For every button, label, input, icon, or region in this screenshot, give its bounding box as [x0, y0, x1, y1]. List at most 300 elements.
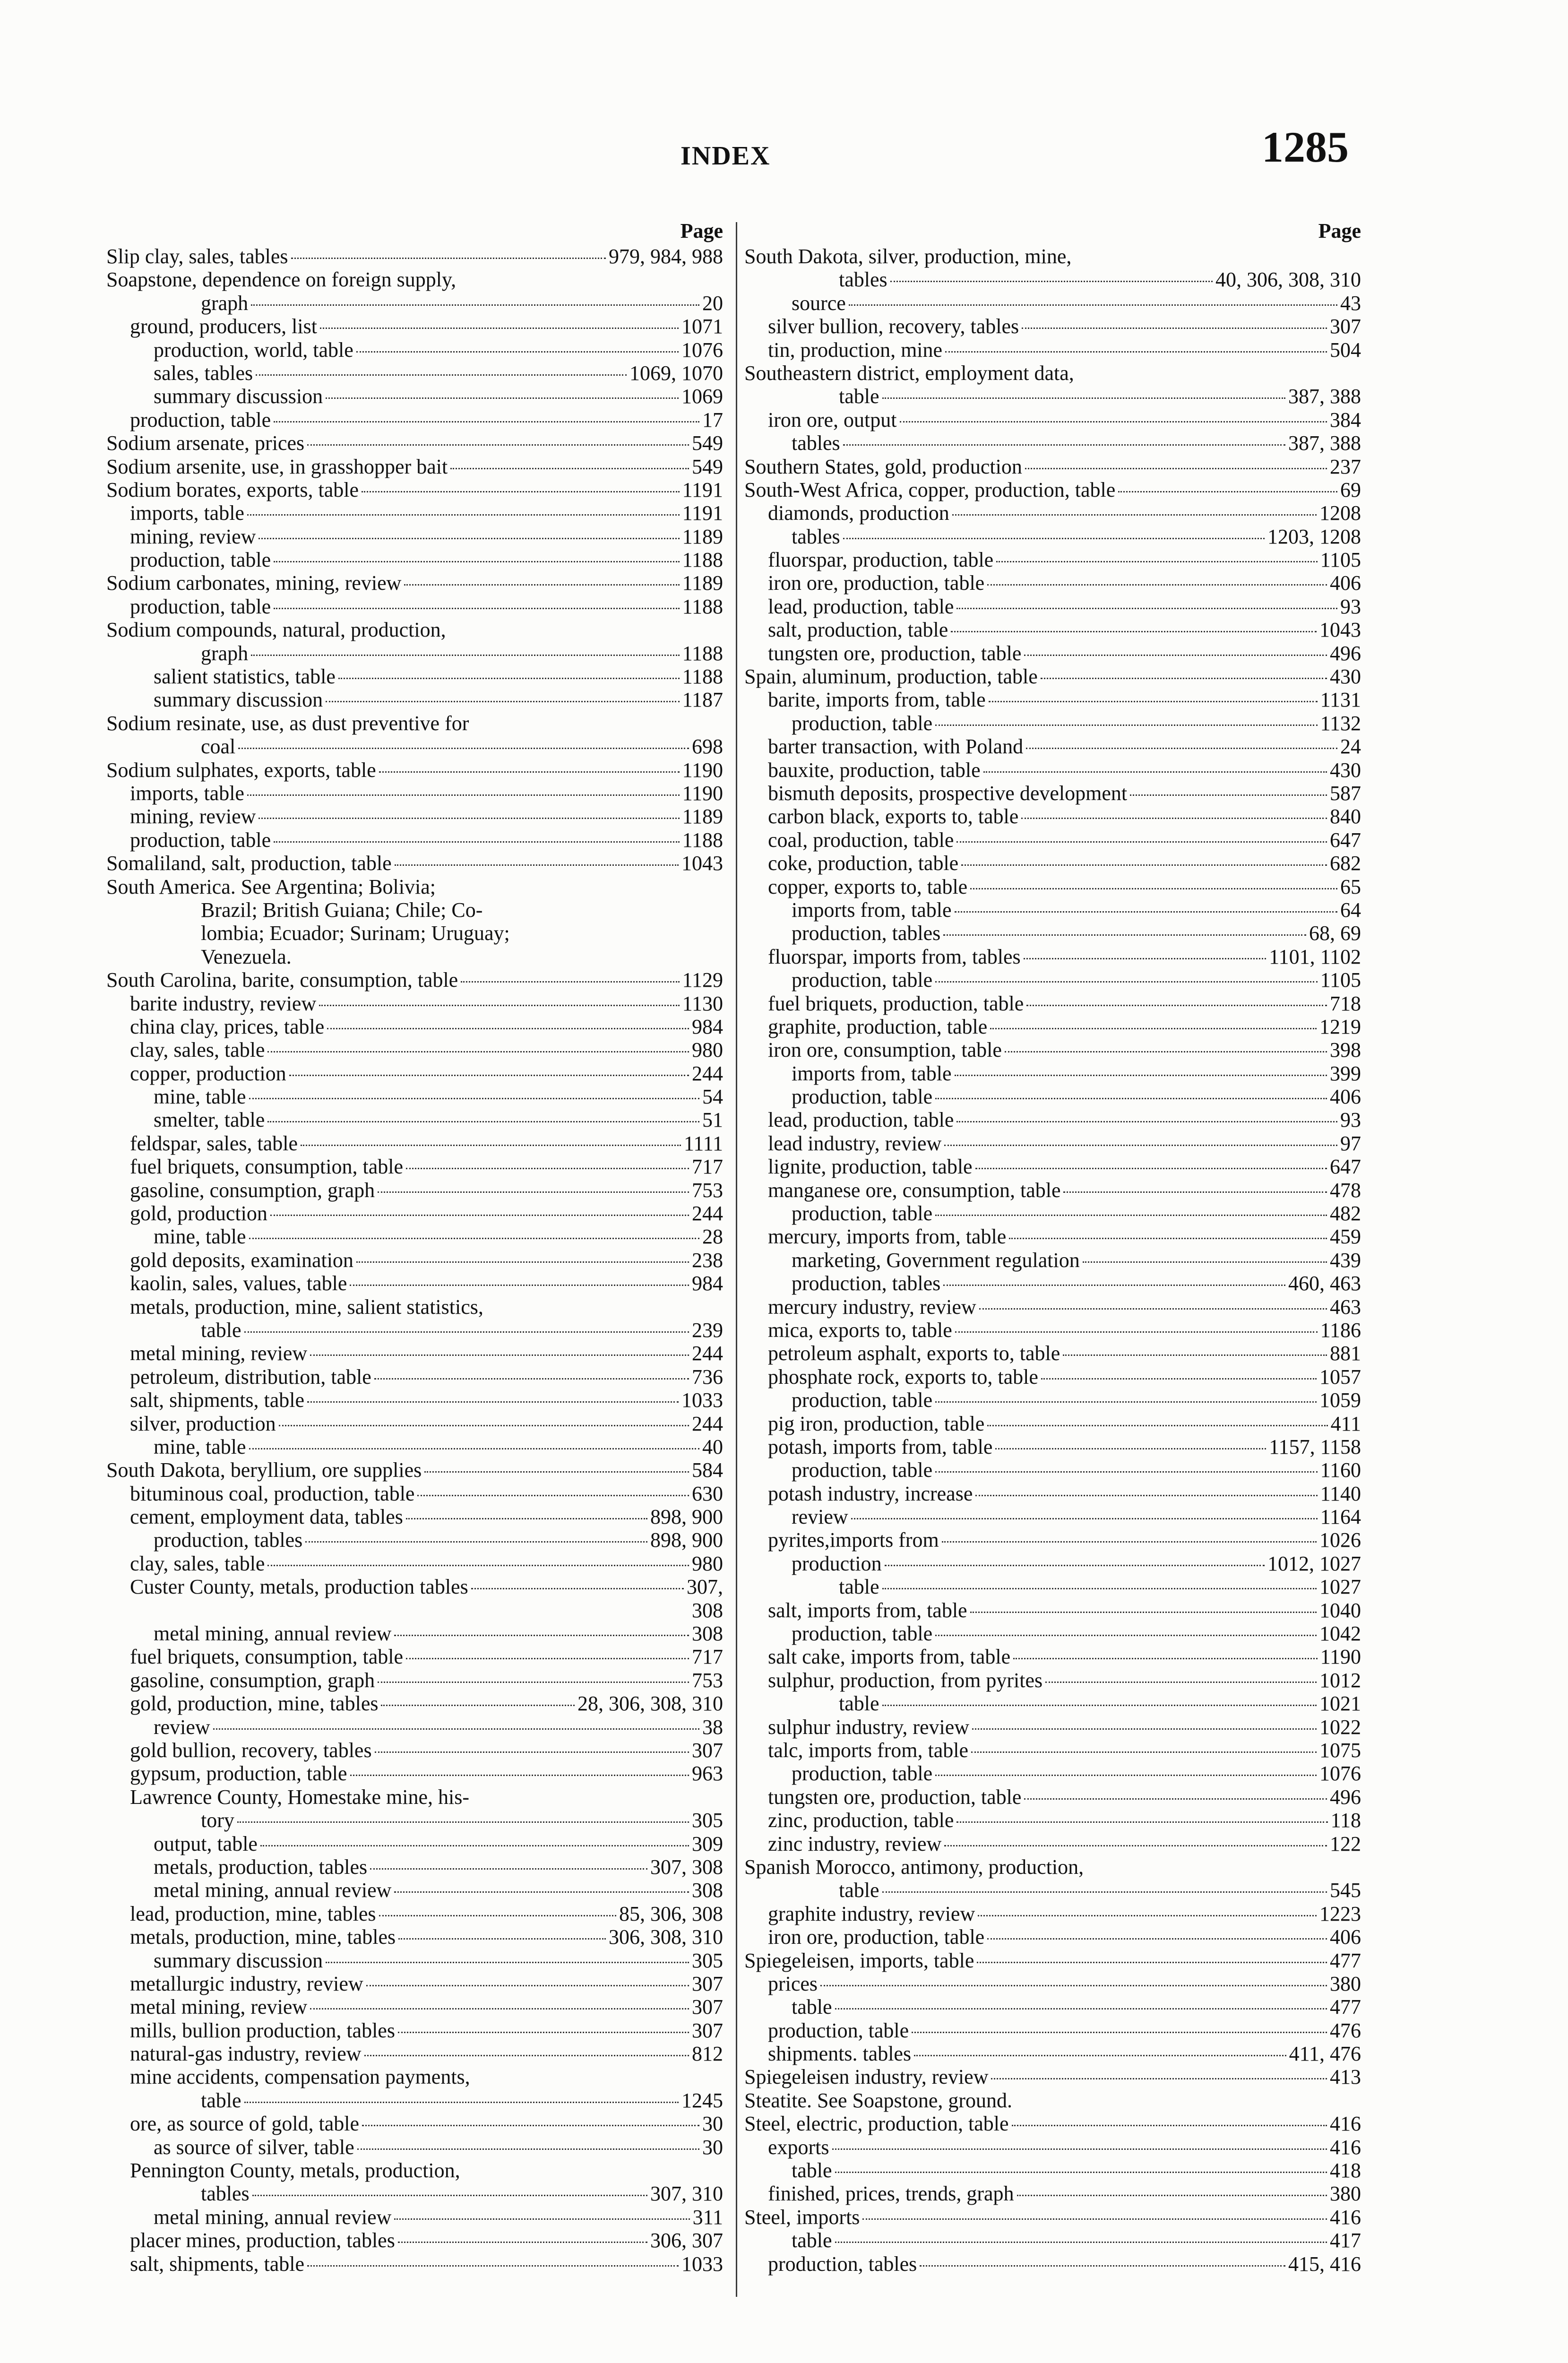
page-reference: 717: [692, 1645, 723, 1669]
index-entry: [744, 2019, 1361, 2042]
page-reference: 482: [1330, 1202, 1361, 1225]
dot-leader: [375, 1751, 689, 1753]
dot-leader: [362, 491, 680, 492]
entry-text: South Dakota, beryllium, ore supplies: [106, 1458, 422, 1482]
entry-text: pig iron, production, table: [768, 1412, 985, 1435]
dot-leader: [247, 514, 680, 516]
index-entry: [106, 712, 723, 735]
dot-leader: [244, 2102, 679, 2103]
index-entry: [106, 478, 723, 501]
dot-leader: [394, 2218, 689, 2220]
page-reference: 24: [1340, 735, 1361, 759]
entry-text: Spanish Morocco, antimony, production,: [744, 1855, 1084, 1879]
dot-leader: [912, 2032, 1327, 2033]
entry-text: smelter, table: [154, 1108, 265, 1132]
dot-leader: [1026, 748, 1337, 749]
index-entry: [744, 1295, 1361, 1319]
dot-leader: [835, 2008, 1327, 2009]
page-reference: 1040: [1319, 1598, 1361, 1622]
entry-text: summary discussion: [154, 385, 323, 408]
entry-text: production, table: [768, 2018, 909, 2042]
index-entry: [106, 2182, 723, 2205]
page-reference: 118: [1330, 1809, 1361, 1832]
dot-leader: [398, 2242, 647, 2243]
dot-leader: [1118, 491, 1337, 492]
page-reference: 898, 900: [650, 1528, 723, 1552]
dot-leader: [920, 2265, 1285, 2267]
entry-text: exports: [768, 2135, 829, 2159]
index-entry: [744, 898, 1361, 922]
page-reference: 1208: [1319, 501, 1361, 525]
entry-text: fuel briquets, production, table: [768, 992, 1024, 1015]
dot-leader: [882, 397, 1285, 399]
dot-leader: [862, 2218, 1327, 2220]
index-entry: [744, 1762, 1361, 1785]
page-reference: 380: [1330, 1972, 1361, 1995]
entry-text: lombia; Ecuador; Surinam; Uruguay;: [201, 922, 510, 945]
page-reference: 898, 900: [650, 1505, 723, 1529]
index-entry: [744, 1319, 1361, 1342]
entry-text: metal mining, review: [130, 1342, 308, 1365]
index-entry: [106, 1272, 723, 1295]
page-reference: 1190: [1320, 1645, 1361, 1669]
page-reference: 239: [692, 1318, 723, 1342]
index-entry: [106, 1809, 723, 1832]
index-column-right: [744, 217, 1361, 2276]
entry-text: Soapstone, dependence on foreign supply,: [106, 268, 457, 292]
dot-leader: [935, 1098, 1327, 1099]
dot-leader: [843, 538, 1265, 539]
index-entry: [744, 1225, 1361, 1248]
entry-text: production, table: [792, 1388, 933, 1412]
index-entry: [106, 1202, 723, 1225]
entry-text: mining, review: [130, 525, 256, 548]
index-entry: [744, 1412, 1361, 1435]
page-reference: 1059: [1319, 1388, 1361, 1412]
page-reference: 459: [1330, 1225, 1361, 1249]
dot-leader: [971, 1751, 1317, 1753]
entry-text: coal, production, table: [768, 828, 954, 852]
entry-text: Pennington County, metals, production,: [130, 2159, 460, 2182]
entry-text: lead, production, mine, tables: [130, 1902, 376, 1925]
page-number: 1285: [1262, 123, 1349, 171]
dot-leader: [381, 1705, 575, 1706]
dot-leader: [956, 1821, 1327, 1823]
page-reference: 1043: [1319, 618, 1361, 642]
page-reference: 307, 310: [650, 2182, 723, 2206]
page-reference: 1033: [681, 1388, 723, 1412]
entry-text: talc, imports from, table: [768, 1739, 968, 1762]
entry-text: tables: [792, 431, 840, 455]
entry-text: production, tables: [154, 1528, 303, 1552]
page-reference: 647: [1330, 1155, 1361, 1179]
page-reference: 416: [1330, 2112, 1361, 2136]
entry-text: petroleum asphalt, exports to, table: [768, 1342, 1060, 1365]
entry-text: metal mining, annual review: [154, 2205, 392, 2229]
entry-text: production, table: [130, 408, 271, 431]
page-reference: 984: [692, 1015, 723, 1038]
dot-leader: [995, 1448, 1266, 1449]
dot-leader: [935, 1635, 1317, 1636]
index-entry: [744, 1785, 1361, 1809]
entry-text: kaolin, sales, values, table: [130, 1272, 347, 1295]
index-entry: [744, 385, 1361, 408]
dot-leader: [935, 724, 1317, 726]
page-reference: 384: [1330, 408, 1361, 431]
dot-leader: [979, 1308, 1327, 1310]
dot-leader: [251, 655, 679, 656]
page-reference: 496: [1330, 1785, 1361, 1809]
index-entry: [744, 922, 1361, 945]
entry-text: mine, table: [154, 1225, 246, 1249]
page-reference: 307, 308: [650, 1855, 723, 1879]
dot-leader: [320, 328, 679, 329]
entry-text: production, table: [792, 1622, 933, 1646]
entry-text: cement, employment data, tables: [130, 1505, 403, 1529]
entry-text: mine accidents, compensation payments,: [130, 2065, 470, 2089]
dot-leader: [251, 304, 699, 306]
index-entry: [106, 2252, 723, 2276]
page-reference: 65: [1340, 875, 1361, 898]
index-entry: [106, 1412, 723, 1435]
index-entry: [744, 665, 1361, 688]
page-reference: 984: [692, 1272, 723, 1295]
page-reference: 68, 69: [1309, 922, 1361, 945]
index-entry: [106, 1155, 723, 1178]
entry-text: Sodium carbonates, mining, review: [106, 571, 402, 595]
index-entry: [744, 2112, 1361, 2135]
dot-leader: [1024, 1798, 1327, 1800]
index-entry: [106, 992, 723, 1015]
dot-leader: [289, 1075, 689, 1076]
entry-text: zinc, production, table: [768, 1809, 954, 1832]
index-entry: [106, 1552, 723, 1575]
entry-text: imports from, table: [792, 898, 952, 922]
page-reference: 463: [1330, 1295, 1361, 1319]
entry-text: graph: [201, 641, 249, 665]
entry-text: gold deposits, examination: [130, 1248, 353, 1272]
page-reference: 460, 463: [1288, 1272, 1361, 1295]
index-entry: [744, 2252, 1361, 2276]
dot-leader: [1022, 328, 1327, 329]
dot-leader: [1005, 1051, 1327, 1052]
index-entry: [106, 1832, 723, 1855]
page-reference: 308: [692, 1598, 723, 1622]
entry-text: South Dakota, silver, production, mine,: [744, 245, 1072, 268]
dot-leader: [983, 771, 1327, 773]
page-reference: 1027: [1319, 1575, 1361, 1599]
entry-text: iron ore, consumption, table: [768, 1038, 1002, 1062]
entry-text: production, table: [130, 595, 271, 618]
dot-leader: [357, 2148, 699, 2150]
page-reference: 30: [702, 2135, 723, 2159]
entry-text: copper, exports to, table: [768, 875, 968, 898]
dot-leader: [417, 1495, 689, 1496]
dot-leader: [249, 1238, 700, 1239]
page-reference: 1069, 1070: [629, 361, 723, 385]
entry-text: mills, bullion production, tables: [130, 2018, 395, 2042]
entry-text: salt, shipments, table: [130, 2252, 305, 2276]
page-reference: 1188: [682, 641, 723, 665]
page-reference: 1223: [1319, 1902, 1361, 1925]
dot-leader: [987, 584, 1327, 586]
dot-leader: [471, 1588, 684, 1589]
index-entry: [106, 1482, 723, 1505]
entry-text: metal mining, annual review: [154, 1622, 392, 1646]
dot-leader: [326, 701, 680, 702]
index-entry: [744, 759, 1361, 782]
entry-text: gasoline, consumption, graph: [130, 1668, 375, 1692]
index-entry: [744, 1155, 1361, 1178]
dot-leader: [1041, 678, 1327, 679]
index-entry: [744, 1458, 1361, 1482]
entry-text: sales, tables: [154, 361, 253, 385]
entry-text: potash industry, increase: [768, 1482, 973, 1505]
index-entry: [106, 571, 723, 595]
page-reference: 307: [1330, 315, 1361, 338]
dot-leader: [249, 1098, 700, 1099]
entry-text: table: [839, 1575, 879, 1599]
entry-text: lead, production, table: [768, 1108, 954, 1132]
entry-text: natural-gas industry, review: [130, 2042, 362, 2066]
page-reference: 1071: [681, 315, 723, 338]
index-entry: [744, 1038, 1361, 1061]
index-entry: [106, 1972, 723, 1995]
page-header: [0, 122, 1568, 188]
entry-text: lead, production, table: [768, 595, 954, 618]
index-entry: [744, 642, 1361, 665]
index-entry: [744, 1622, 1361, 1645]
dot-leader: [307, 2265, 679, 2267]
index-entry: [106, 642, 723, 665]
index-entry: [106, 1342, 723, 1365]
entry-text: coke, production, table: [768, 852, 959, 875]
dot-leader: [1025, 468, 1327, 469]
dot-leader: [274, 841, 679, 843]
entry-text: bismuth deposits, prospective development: [768, 781, 1128, 805]
entry-text: imports from, table: [792, 1061, 952, 1085]
entry-text: source: [792, 291, 846, 315]
entry-text: salt, imports from, table: [768, 1598, 967, 1622]
page-reference: 305: [692, 1809, 723, 1832]
page-column-heading: Page: [1318, 219, 1361, 242]
dot-leader: [900, 421, 1327, 423]
dot-leader: [327, 1028, 689, 1029]
dot-leader: [820, 1985, 1327, 1986]
index-entry: [106, 268, 723, 291]
page-reference: 549: [692, 455, 723, 478]
dot-leader: [450, 468, 689, 469]
index-entry: [744, 1062, 1361, 1085]
index-entry: [106, 852, 723, 875]
index-entry: [744, 595, 1361, 618]
page-reference: 1111: [683, 1131, 723, 1155]
dot-leader: [935, 981, 1317, 983]
index-entry: [744, 1739, 1361, 1762]
entry-text: tables: [201, 2182, 250, 2206]
dot-leader: [398, 1938, 606, 1940]
index-entry: [744, 968, 1361, 992]
entry-text: carbon black, exports to, table: [768, 805, 1019, 828]
dot-leader: [851, 1518, 1318, 1519]
dot-leader: [1045, 1682, 1317, 1683]
entry-text: production, tables: [792, 1272, 941, 1295]
entry-text: production: [792, 1552, 882, 1575]
index-entry: [106, 292, 723, 315]
entry-text: mining, review: [130, 805, 256, 828]
index-entry: [106, 408, 723, 431]
dot-leader: [237, 1821, 689, 1823]
index-entry: [106, 2206, 723, 2229]
entry-text: gold, production, mine, tables: [130, 1692, 379, 1716]
entry-text: fluorspar, imports from, tables: [768, 945, 1021, 968]
entry-text: Sodium sulphates, exports, table: [106, 758, 376, 782]
dot-leader: [267, 1121, 699, 1122]
page-reference: 980: [692, 1552, 723, 1575]
dot-leader: [945, 351, 1327, 353]
index-entry: [744, 2182, 1361, 2205]
index-entry: [106, 595, 723, 618]
entry-text: diamonds, production: [768, 501, 949, 525]
index-entry: [106, 548, 723, 571]
entry-text: metals, production, mine, salient statistics,: [130, 1295, 483, 1319]
entry-text: prices: [768, 1972, 818, 1995]
entry-text: table: [792, 2159, 832, 2182]
entry-text: South Carolina, barite, consumption, table: [106, 968, 458, 992]
entry-text: table: [201, 1318, 241, 1342]
index-entry: [744, 408, 1361, 431]
entry-text: Spain, aluminum, production, table: [744, 665, 1038, 689]
index-entry: [744, 805, 1361, 828]
page-reference: 28, 306, 308, 310: [577, 1692, 723, 1716]
index-entry: [106, 1902, 723, 1925]
index-entry: [744, 2136, 1361, 2159]
index-entry: [106, 431, 723, 455]
entry-text: copper, production: [130, 1061, 286, 1085]
entry-text: metals, production, tables: [154, 1855, 368, 1879]
dot-leader: [956, 1121, 1337, 1122]
index-entry: [744, 1249, 1361, 1272]
dot-leader: [987, 1938, 1327, 1940]
dot-leader: [378, 1191, 689, 1193]
dot-leader: [279, 1425, 689, 1426]
entry-text: iron ore, output: [768, 408, 897, 431]
entry-text: lead industry, review: [768, 1131, 942, 1155]
entry-text: salt, production, table: [768, 618, 948, 642]
entry-text: South America. See Argentina; Bolivia;: [106, 875, 436, 898]
dot-leader: [260, 1845, 689, 1846]
index-entry: [744, 478, 1361, 501]
dot-leader: [394, 1635, 689, 1636]
page-reference: 753: [692, 1668, 723, 1692]
dot-leader: [835, 2172, 1327, 2173]
dot-leader: [338, 678, 680, 679]
entry-text: iron ore, production, table: [768, 1925, 985, 1949]
index-entry: [106, 1716, 723, 1739]
page-reference: 1188: [682, 665, 723, 689]
entry-text: Steel, electric, production, table: [744, 2112, 1009, 2136]
dot-leader: [326, 397, 679, 399]
page-reference: 20: [702, 291, 723, 315]
entry-text: finished, prices, trends, graph: [768, 2182, 1014, 2206]
entry-text: silver, production: [130, 1412, 276, 1435]
entry-text: placer mines, production, tables: [130, 2229, 395, 2252]
page-reference: 122: [1330, 1832, 1361, 1855]
entry-text: review: [792, 1505, 848, 1529]
page-reference: 1022: [1319, 1715, 1361, 1739]
dot-leader: [975, 1168, 1327, 1169]
index-entry: [106, 1879, 723, 1902]
entry-text: table: [839, 385, 879, 408]
index-entry: [106, 922, 723, 945]
entry-text: tables: [839, 268, 887, 292]
dot-leader: [258, 818, 679, 819]
page-reference: 1132: [1320, 711, 1361, 735]
page-reference: 584: [692, 1458, 723, 1482]
index-entry: [106, 1785, 723, 1809]
page-reference: 413: [1330, 2065, 1361, 2089]
index-entry: [106, 805, 723, 828]
page-reference: 1188: [682, 828, 723, 852]
index-entry: [106, 455, 723, 478]
dot-leader: [379, 1915, 616, 1916]
page-reference: 1021: [1319, 1692, 1361, 1716]
dot-leader: [247, 794, 680, 796]
index-entry: [106, 1599, 723, 1622]
page-reference: 1130: [682, 992, 723, 1015]
dot-leader: [370, 1868, 647, 1870]
index-entry: [106, 1949, 723, 1972]
page-reference: 881: [1330, 1342, 1361, 1365]
page-reference: 980: [692, 1038, 723, 1062]
entry-text: feldspar, sales, table: [130, 1131, 298, 1155]
entry-text: Steel, imports: [744, 2205, 860, 2229]
index-entry: [106, 1038, 723, 1061]
entry-text: zinc industry, review: [768, 1832, 942, 1855]
page-reference: 439: [1330, 1248, 1361, 1272]
entry-text: production, table: [792, 968, 933, 992]
dot-leader: [972, 1728, 1317, 1730]
dot-leader: [1130, 794, 1327, 796]
page-reference: 97: [1340, 1131, 1361, 1155]
dot-leader: [213, 1728, 699, 1730]
index-entry: [744, 2206, 1361, 2229]
entry-text: imports, table: [130, 781, 244, 805]
dot-leader: [849, 304, 1337, 306]
dot-leader: [951, 631, 1317, 632]
entry-text: sulphur industry, review: [768, 1715, 970, 1739]
dot-leader: [942, 1541, 1317, 1543]
page-reference: 1012, 1027: [1267, 1552, 1361, 1575]
index-entry: [106, 1319, 723, 1342]
dot-leader: [244, 1331, 689, 1333]
index-entry: [744, 1902, 1361, 1925]
page-reference: 840: [1330, 805, 1361, 828]
dot-leader: [398, 2032, 689, 2033]
dot-leader: [326, 1962, 689, 1963]
entry-text: fuel briquets, consumption, table: [130, 1155, 403, 1179]
entry-text: marketing, Government regulation: [792, 1248, 1080, 1272]
dot-leader: [350, 1775, 689, 1776]
page-reference: 311: [692, 2205, 723, 2229]
index-entry: [744, 1132, 1361, 1155]
column-divider: [736, 222, 737, 2297]
page-reference: 1189: [682, 571, 723, 595]
page-reference: 1219: [1319, 1015, 1361, 1038]
index-entry: [744, 2089, 1361, 2112]
entry-text: Lawrence County, Homestake mine, his-: [130, 1785, 470, 1809]
page-reference: 682: [1330, 852, 1361, 875]
